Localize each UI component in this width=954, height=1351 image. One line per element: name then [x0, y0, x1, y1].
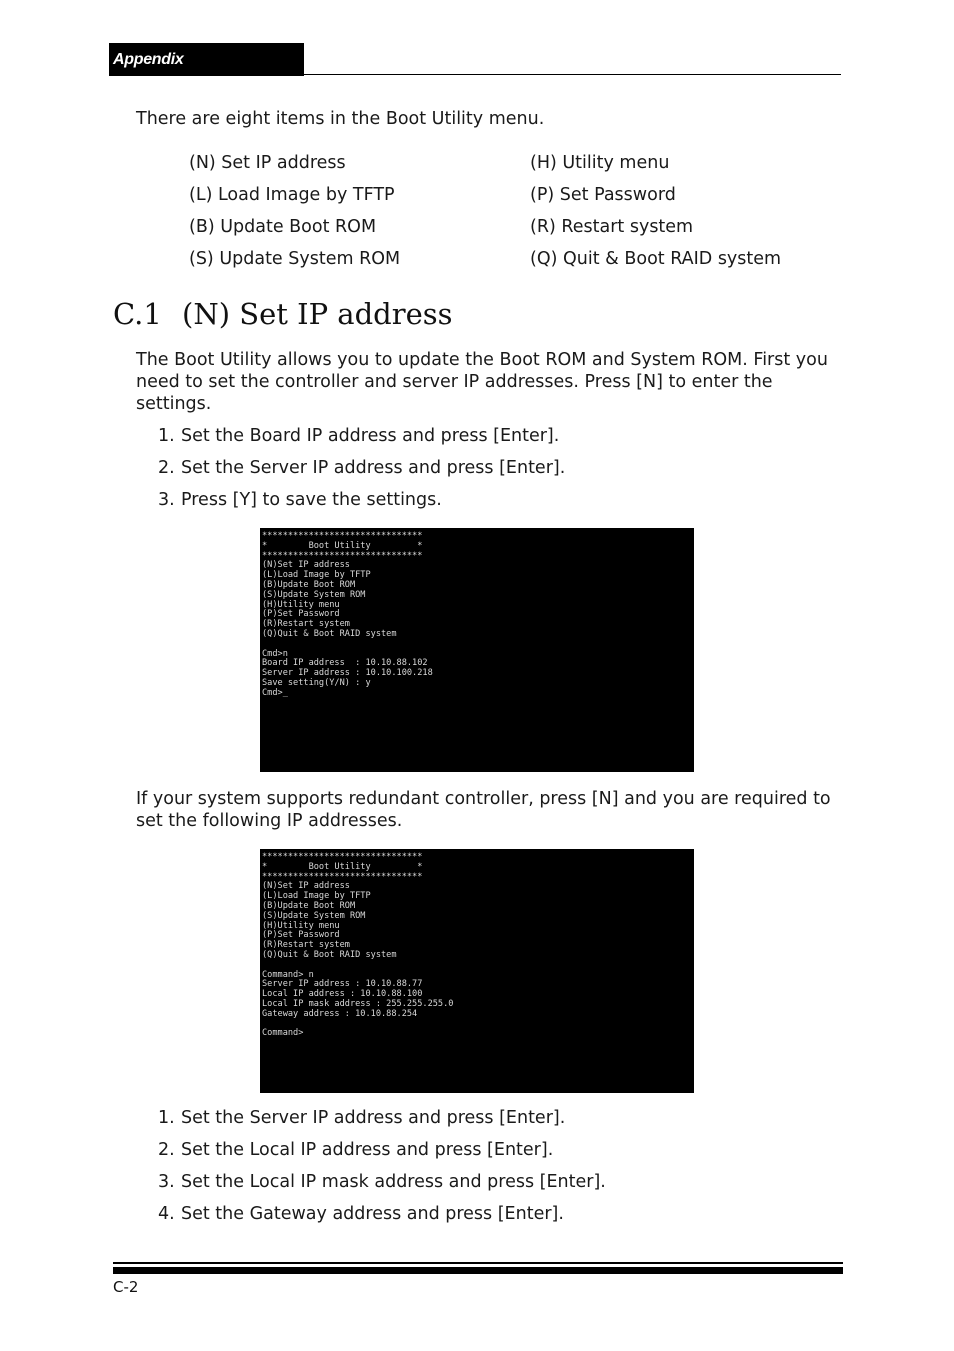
terminal-line: (H)Utility menu: [262, 599, 340, 610]
step-item: [158, 1108, 565, 1128]
menu-item: (P) Set Password: [530, 185, 676, 205]
menu-item: (L) Load Image by TFTP: [189, 185, 395, 205]
body-paragraph: The Boot Utility allows you to update the Boot ROM and System ROM. First you need to set the controller and server IP addresses. Press [N] to enter the settings.: [136, 350, 828, 414]
body-paragraph: If your system supports redundant controller, press [N] and you are required to set the following IP addresses.: [136, 789, 831, 831]
menu-item: (B) Update Boot ROM: [189, 217, 377, 237]
terminal-line: Command>: [262, 1028, 304, 1039]
terminal-line: (B)Update Boot ROM: [262, 579, 356, 590]
terminal-line: (P)Set Password: [262, 609, 340, 620]
footer-rule: [113, 1262, 843, 1264]
terminal-line: (R)Restart system: [262, 619, 350, 630]
terminal-line: Local IP address : 10.10.88.100: [262, 989, 423, 1000]
terminal-line: (L)Load Image by TFTP: [262, 891, 371, 902]
terminal-line: (S)Update System ROM: [262, 589, 366, 600]
terminal-line: Server IP address : 10.10.100.218: [262, 668, 433, 679]
terminal-line: Board IP address : 10.10.88.102: [262, 658, 428, 669]
step-text: Set the Server IP address and press [Enter].: [181, 1108, 566, 1128]
terminal-line: [262, 640, 694, 650]
step-item: [158, 1172, 606, 1192]
terminal-screenshot: [260, 528, 694, 772]
header-tab: [109, 43, 304, 76]
menu-item: (R) Restart system: [530, 217, 694, 237]
step-number: 1.: [158, 1108, 175, 1128]
step-number: 2.: [158, 1140, 175, 1160]
menu-item: (N) Set IP address: [189, 153, 346, 173]
step-item: [158, 458, 565, 478]
step-item: [158, 1140, 553, 1160]
step-number: 1.: [158, 426, 175, 446]
terminal-line: *******************************: [262, 871, 423, 882]
header-label: Appendix: [113, 51, 184, 68]
terminal-line: (Q)Quit & Boot RAID system: [262, 949, 397, 960]
header-rule: [304, 74, 841, 75]
section-number: C.1: [113, 297, 162, 331]
footer-rule-thick: [113, 1267, 843, 1274]
terminal-line: (H)Utility menu: [262, 920, 340, 931]
terminal-line: Cmd>n: [262, 648, 288, 659]
terminal-line: (Q)Quit & Boot RAID system: [262, 628, 397, 639]
terminal-line: * Boot Utility *: [262, 861, 423, 872]
menu-item: (Q) Quit & Boot RAID system: [530, 249, 782, 269]
step-number: 3.: [158, 490, 175, 510]
terminal-line: Cmd>_: [262, 687, 288, 698]
terminal-line: * Boot Utility *: [262, 540, 423, 551]
terminal-line: (B)Update Boot ROM: [262, 900, 356, 911]
terminal-screenshot: [260, 849, 694, 1093]
step-item: [158, 490, 442, 510]
step-item: [158, 1204, 564, 1224]
intro-text: There are eight items in the Boot Utility menu.: [136, 109, 545, 129]
step-text: Set the Gateway address and press [Enter].: [181, 1204, 564, 1224]
terminal-line: Save setting(Y/N) : y: [262, 677, 371, 688]
terminal-line: [262, 961, 694, 971]
step-text: Set the Local IP mask address and press [Enter].: [181, 1172, 606, 1192]
section-title: (N) Set IP address: [182, 297, 453, 331]
step-number: 3.: [158, 1172, 175, 1192]
terminal-line: (N)Set IP address: [262, 881, 350, 892]
terminal-line: *******************************: [262, 531, 423, 541]
menu-item: (H) Utility menu: [530, 153, 670, 173]
step-text: Set the Server IP address and press [Enter].: [181, 458, 566, 478]
terminal-line: (L)Load Image by TFTP: [262, 570, 371, 581]
terminal-line: *******************************: [262, 852, 423, 862]
step-text: Press [Y] to save the settings.: [181, 490, 442, 510]
terminal-line: (S)Update System ROM: [262, 910, 366, 921]
terminal-line: (R)Restart system: [262, 940, 350, 951]
terminal-line: Command> n: [262, 969, 314, 980]
terminal-line: (N)Set IP address: [262, 560, 350, 571]
terminal-line: Server IP address : 10.10.88.77: [262, 979, 423, 990]
terminal-line: Gateway address : 10.10.88.254: [262, 1008, 418, 1019]
page-number: C-2: [113, 1278, 139, 1296]
step-number: 2.: [158, 458, 175, 478]
terminal-line: (P)Set Password: [262, 930, 340, 941]
step-text: Set the Local IP address and press [Enter].: [181, 1140, 554, 1160]
terminal-line: Local IP mask address : 255.255.255.0: [262, 998, 454, 1009]
menu-item: (S) Update System ROM: [189, 249, 401, 269]
terminal-line: *******************************: [262, 550, 423, 561]
step-number: 4.: [158, 1204, 175, 1224]
terminal-line: [262, 1020, 694, 1030]
step-text: Set the Board IP address and press [Enter].: [181, 426, 560, 446]
section-heading: [113, 297, 453, 331]
step-item: [158, 426, 559, 446]
